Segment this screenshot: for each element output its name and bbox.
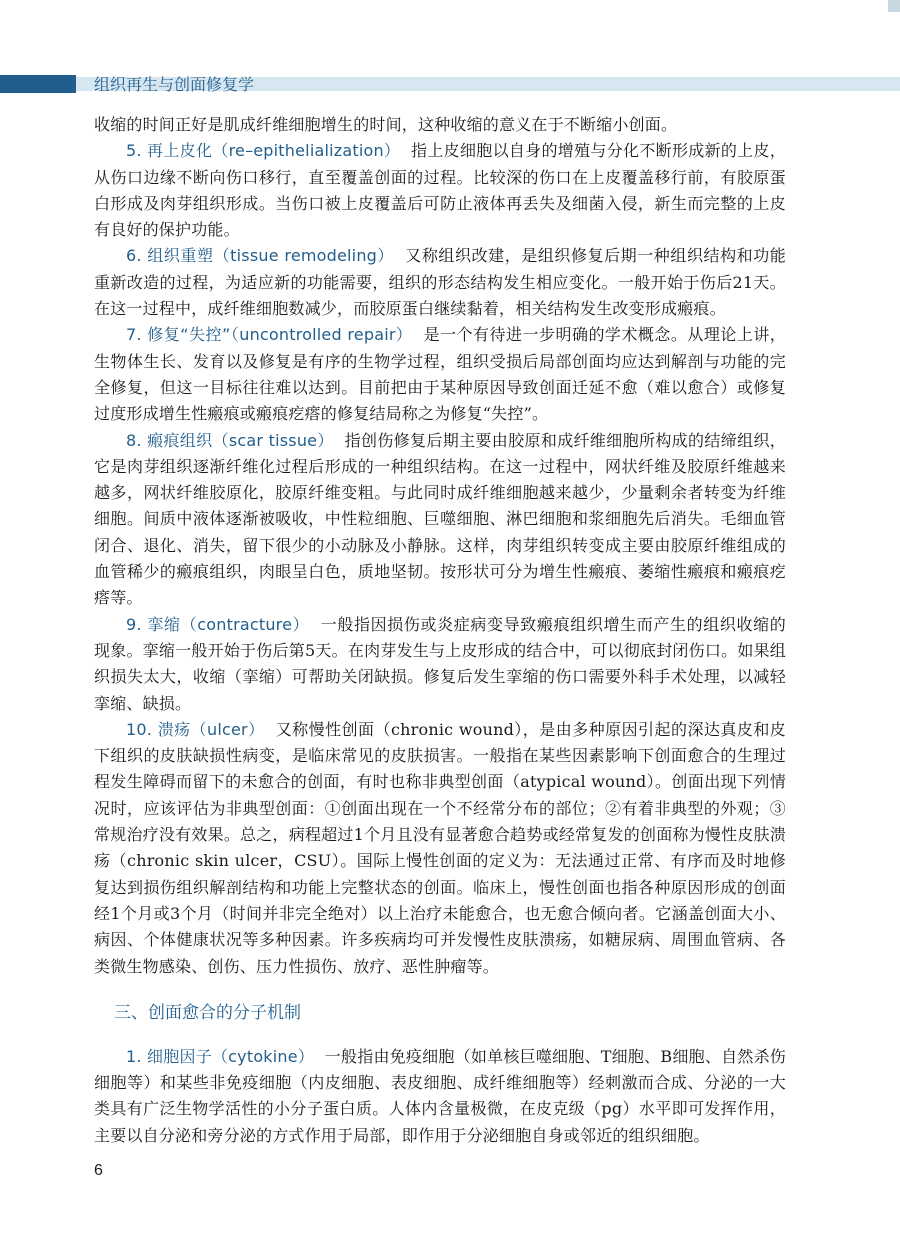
- definition-uncontrolled-repair: [94, 322, 786, 427]
- term-label: 10. 溃疡（ulcer）: [126, 719, 265, 739]
- definition-text: 是一个有待进一步明确的学术概念。从理论上讲，生物体生长、发育以及修复是有序的生物学过程，组织受损后局部创面均应达到解剖与功能的完全修复，但这一目标往往难以达到。目前把由于某种原因导致创面迁延不愈（难以愈合）或修复过度形成增生性瘢痕或瘢痕疙瘩的修复结局称之为修复“失控”。: [94, 325, 787, 424]
- page-number: 6: [94, 1162, 103, 1179]
- corner-mark: [888, 0, 900, 12]
- definition-text: 又称慢性创面（chronic wound），是由多种原因引起的深达真皮和皮下组织的皮肤缺损性病变，是临床常见的皮肤损害。一般指在某些因素影响下创面愈合的生理过程发生障碍而留下的未愈合的创面，有时也称非典型创面（atypical wound）。创面出现下列情况时，应该评估为非典型创面：①创面出现在一个不经常分布的部位；②有着非典型的外观；③常规治疗没有效果。总之，病程超过1个月且没有显著愈合趋势或经常复发的创面称为慢性皮肤溃疡（chronic skin ulcer，CSU）。国际上慢性创面的定义为：无法通过正常、有序而及时地修复达到损伤组织解剖结构和功能上完整状态的创面。临床上，慢性创面也指各种原因形成的创面经1个月或3个月（时间并非完全绝对）以上治疗未能愈合，也无愈合倾向者。它涵盖创面大小、病因、个体健康状况等多种因素。许多疾病均可并发慢性皮肤溃疡，如糖尿病、周围血管病、各类微生物感染、创伤、压力性损伤、放疗、恶性肿瘤等。: [94, 719, 787, 976]
- definition-text: 一般指由免疫细胞（如单核巨噬细胞、T细胞、B细胞、自然杀伤细胞等）和某些非免疫细胞（内皮细胞、表皮细胞、成纤维细胞等）经刺激而合成、分泌的一大类具有广泛生物学活性的小分子蛋白质。人体内含量极微，在皮克级（pg）水平即可发挥作用，主要以自分泌和旁分泌的方式作用于局部，即作用于分泌细胞自身或邻近的组织细胞。: [94, 1046, 787, 1145]
- definition-tissue-remodeling: [94, 243, 786, 322]
- page-body: [94, 112, 786, 1149]
- definition-text: 指上皮细胞以自身的增殖与分化不断形成新的上皮，从伤口边缘不断向伤口移行，直至覆盖创面的过程。比较深的伤口在上皮覆盖移行前，有胶原蛋白形成及肉芽组织形成。当伤口被上皮覆盖后可防止液体再丢失及细菌入侵，新生而完整的上皮有良好的保护功能。: [94, 141, 786, 240]
- definition-re-epithelialization: [94, 138, 786, 243]
- definition-scar-tissue: [94, 428, 786, 612]
- definition-contracture: [94, 612, 786, 717]
- term-label: 6. 组织重塑（tissue remodeling）: [126, 246, 394, 266]
- definition-text: 指创伤修复后期主要由胶原和成纤维细胞所构成的结缔组织，它是肉芽组织逐渐纤维化过程后形成的一种组织结构。在这一过程中，网状纤维及胶原纤维越来越多，网状纤维胶原化，胶原纤维变粗。与此同时成纤维细胞越来越少，少量剩余者转变为纤维细胞。间质中液体逐渐被吸收，中性粒细胞、巨噬细胞、淋巴细胞和浆细胞先后消失。毛细血管闭合、退化、消失，留下很少的小动脉及小静脉。这样，肉芽组织转变成主要由胶原纤维组成的血管稀少的瘢痕组织，肉眼呈白色，质地坚韧。按形状可分为增生性瘢痕、萎缩性瘢痕和瘢痕疙瘩等。: [94, 430, 786, 608]
- definition-text: 又称组织改建，是组织修复后期一种组织结构和功能重新改造的过程，为适应新的功能需要，组织的形态结构发生相应变化。一般开始于伤后21天。在这一过程中，成纤维细胞数减少，而胶原蛋白继续黏着，相关结构发生改变形成瘢痕。: [94, 246, 786, 319]
- term-label: 8. 瘢痕组织（scar tissue）: [126, 430, 334, 450]
- definition-ulcer: [94, 717, 786, 980]
- term-label: 5. 再上皮化（re–epithelialization）: [126, 141, 401, 161]
- running-header-title: 组织再生与创面修复学: [94, 75, 255, 94]
- section-heading: 三、创面愈合的分子机制: [114, 1002, 301, 1023]
- term-label: 9. 挛缩（contracture）: [126, 614, 310, 634]
- definition-cytokine: [94, 1044, 786, 1149]
- paragraph-text: 收缩的时间正好是肌成纤维细胞增生的时间，这种收缩的意义在于不断缩小创面。: [94, 115, 678, 134]
- definition-text: 一般指因损伤或炎症病变导致瘢痕组织增生而产生的组织收缩的现象。挛缩一般开始于伤后第5天。在肉芽发生与上皮形成的结合中，可以彻底封闭伤口。如果组织损失太大，收缩（挛缩）可帮助关闭缺损。修复后发生挛缩的伤口需要外科手术处理，以减轻挛缩、缺损。: [94, 614, 787, 713]
- term-label: 7. 修复“失控”（uncontrolled repair）: [126, 325, 413, 345]
- header-accent-block: [0, 75, 76, 93]
- term-label: 1. 细胞因子（cytokine）: [126, 1046, 315, 1066]
- paragraph-continuation: [94, 112, 786, 138]
